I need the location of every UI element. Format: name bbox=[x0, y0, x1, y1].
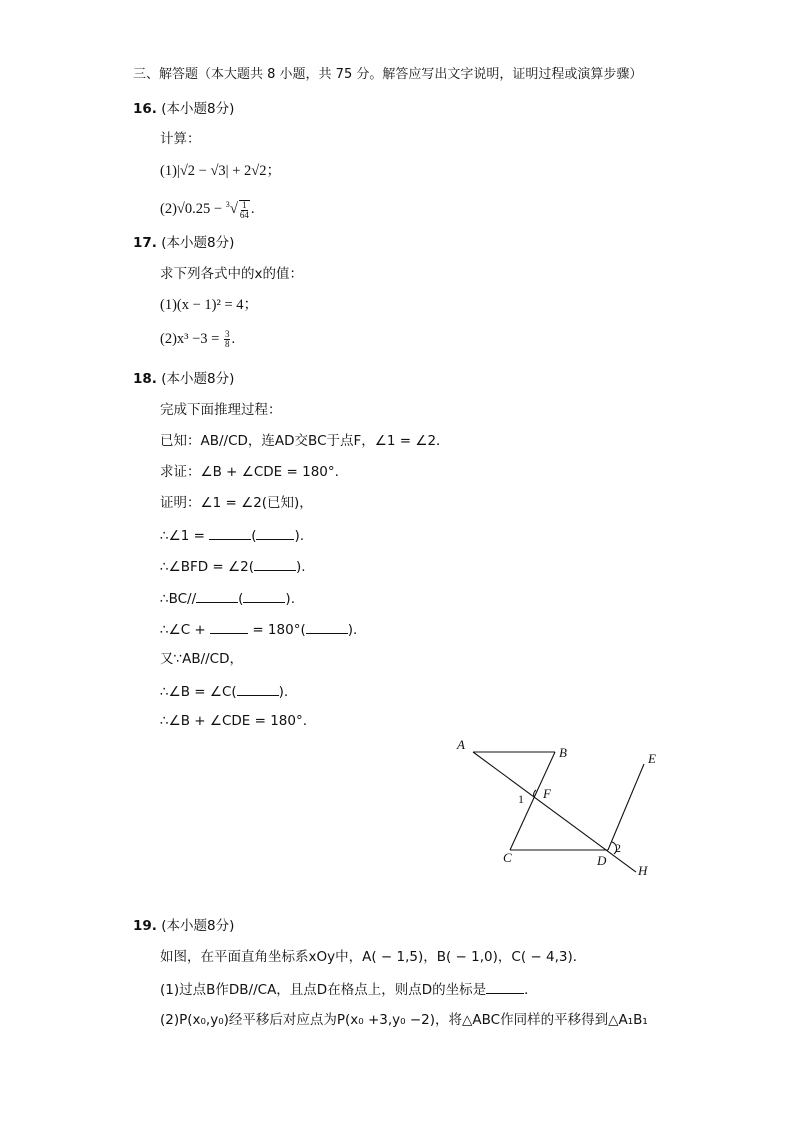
label-b: B bbox=[559, 745, 567, 760]
q17-part1: (1)(x − 1)² = 4； bbox=[160, 297, 259, 313]
question-score: (本小题8分) bbox=[161, 101, 235, 117]
q18-prove: 求证：∠B + ∠CDE = 180°. bbox=[160, 464, 339, 480]
q18-given: 已知：AB//CD，连AD交BC于点F，∠1 = ∠2． bbox=[160, 433, 450, 449]
label-a: A bbox=[457, 737, 465, 752]
segment-bc bbox=[510, 752, 555, 850]
label-angle-2: 2 bbox=[615, 841, 621, 855]
question-number: 18. bbox=[133, 371, 157, 387]
q16-part2-label: (2) bbox=[160, 200, 177, 217]
question-number: 16. bbox=[133, 101, 157, 117]
answer-blank[interactable] bbox=[256, 525, 294, 540]
q17-fraction: $\frac{3}{8}$ bbox=[224, 329, 230, 350]
question-score: (本小题8分) bbox=[161, 918, 235, 934]
q18-step-2: ∴∠BFD = ∠2( ). bbox=[160, 556, 306, 576]
q18-step-1: ∴∠1 = ( ). bbox=[160, 525, 304, 545]
q16-root-index: 3 bbox=[225, 200, 230, 209]
q18-step-4: ∴∠C + = 180°( ). bbox=[160, 619, 357, 639]
q16-part1-expression: |√2 − √3| + 2√2； bbox=[176, 163, 281, 179]
answer-blank[interactable] bbox=[486, 979, 524, 994]
q18-geometry-figure bbox=[440, 730, 680, 890]
label-h: H bbox=[638, 863, 648, 878]
q17-instruction: 求下列各式中的x的值： bbox=[160, 266, 303, 282]
q19-statement: 如图，在平面直角坐标系xOy中，A( − 1,5)，B( − 1,0)，C( − 4,3)． bbox=[160, 949, 587, 965]
answer-blank[interactable] bbox=[306, 619, 348, 634]
label-f: F bbox=[543, 786, 551, 801]
answer-blank[interactable] bbox=[210, 619, 248, 634]
label-angle-1: 1 bbox=[518, 792, 524, 806]
q16-instruction: 计算： bbox=[160, 131, 201, 147]
question-18-header bbox=[133, 370, 234, 388]
q18-step-7: ∴∠B + ∠CDE = 180°. bbox=[160, 713, 308, 729]
q17-part2 bbox=[160, 330, 235, 349]
q16-part2-expression: √0.25 − bbox=[176, 200, 223, 217]
label-c: C bbox=[503, 850, 512, 865]
ray-de bbox=[608, 764, 644, 850]
q16-part2: (2)√0.25 − $^3$√ $\frac{1}{64}$ . bbox=[160, 199, 255, 220]
question-score: (本小题8分) bbox=[161, 235, 235, 251]
answer-blank[interactable] bbox=[209, 525, 251, 540]
question-19-header bbox=[133, 917, 234, 935]
answer-blank[interactable] bbox=[237, 681, 279, 696]
q18-step-6: ∴∠B = ∠C( ). bbox=[160, 681, 288, 701]
q19-part2: (2)P(x₀,y₀)经平移后对应点为P(x₀ +3,y₀ −2)，将△ABC作同样的平移得到△A₁B₁ bbox=[160, 1012, 648, 1028]
answer-blank[interactable] bbox=[254, 556, 296, 571]
q18-instruction: 完成下面推理过程： bbox=[160, 402, 282, 418]
answer-blank[interactable] bbox=[196, 588, 238, 603]
line-ah bbox=[473, 752, 636, 872]
section-title: 三、解答题（本大题共 8 小题，共 75 分。解答应写出文字说明，证明过程或演算步骤） bbox=[133, 67, 643, 82]
q17-part2-expression: (2)x³ −3 = bbox=[160, 331, 220, 347]
q16-fraction: $\frac{1}{64}$ bbox=[239, 199, 249, 220]
q18-step-5: 又∵AB//CD， bbox=[160, 651, 244, 667]
q17-part2-end: . bbox=[231, 331, 236, 347]
question-number: 19. bbox=[133, 918, 157, 934]
label-e: E bbox=[648, 751, 656, 766]
label-d: D bbox=[597, 853, 607, 868]
answer-blank[interactable] bbox=[243, 588, 285, 603]
q16-part1-label: (1) bbox=[160, 163, 177, 179]
question-17-header bbox=[133, 234, 234, 252]
question-number: 17. bbox=[133, 235, 157, 251]
q16-part1 bbox=[160, 162, 281, 180]
q18-proof-start: 证明：∠1 = ∠2(已知)， bbox=[160, 495, 313, 511]
question-16-header bbox=[133, 100, 234, 118]
question-score: (本小题8分) bbox=[161, 371, 235, 387]
q16-part2-end: . bbox=[250, 200, 255, 217]
q18-step-3: ∴BC// ( ). bbox=[160, 588, 295, 608]
q19-part1: (1)过点B作DB//CA，且点D在格点上，则点D的坐标是 ． bbox=[160, 979, 538, 999]
